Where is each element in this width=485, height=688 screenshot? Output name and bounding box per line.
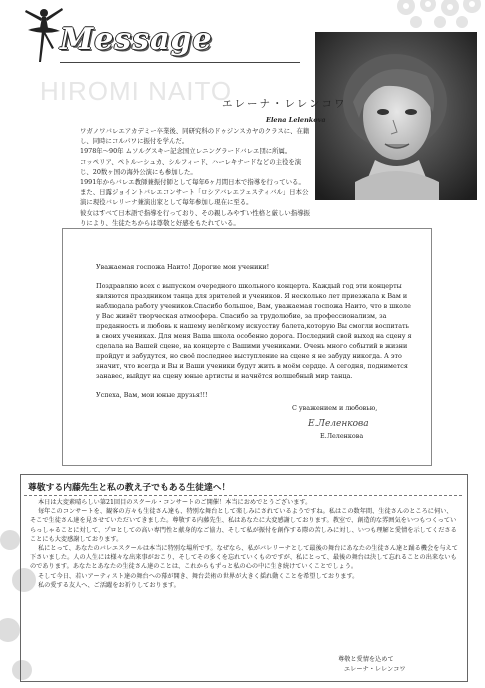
page-title: Message [60,22,213,57]
message-closing [330,655,450,675]
message-paragraph: 私にとって、あなたのバレエスクールは本当に特別な場所です。なぜなら、私がバレリーナとして最後の舞台にあなたの生徒さん達と踊る機会を与えて下さいました。人の人生には様々な出来事がおこり、そしてその多くを忘れていくものですが、私にとって、最後の舞台は決して忘れることの出来ないものであります。あなたとあなたの生徒さん達のことは、これからもずっと私の心の中に生き続けていくことでしょう。 [30,545,458,571]
japanese-message-body [30,498,458,590]
message-paragraph: 私の愛する友人へ、ご活躍をお祈りしております。 [38,581,180,589]
letter-paragraph: Поздравляю всех с выпуском очередного школьного концерта. Каждый год эти концерты являются праздником танца для зрителей и учеников. Я несколько лет приезжала к Вам и наблюдала работу учеников.Спасибо большое, Вам, уважаемая госпожа Наито, что в школе у Вас живёт творческая атмосфера. Спасибо за трудолюбие, за профессионализм, за преданность и любовь к нашему нелёгкому искусству балета,которую Вы смогли воспитать в своих учениках. Для меня Ваша школа особенно дорога. Последний свой выход на сцену я сделала на Вашей сцене, на концерте с Вашими учениками. Очень много событий в жизни пройдут и забудутся, но своё последнее выступление на сцене я не забуду никогда. А это значит, что всегда и Вы и Ваши ученики будут жить в моём сердце. А сегодня, поднимется занавес, выйдут на сцену юные артисты и начнётся волшебный мир танца. [96,282,412,380]
name-japanese: エレーナ・レレンコワ [222,98,347,110]
message-paragraph: 本日は大変素晴らしい第21回目のスクール・コンサートのご開催！本当におめでとうございます。 [38,499,312,506]
name-english: Elena Lelenkova [266,116,326,124]
letter-greeting: Уважаемая госпожа Наито! Дорогие мои ученики! [96,263,270,271]
letter-paragraph: Успеха, Вам, мои юные друзья!!! [96,391,208,399]
bio-paragraph: 1978年〜90年 ムソルグスキー記念国立レニングラードバレエ団に所属。 [80,147,292,156]
bio-paragraph: 彼女はすべて日本語で指導を行っており、その親しみやすい性格と厳しい指導振りにより、生徒たちからは尊敬と好感をもたれている。 [80,208,310,227]
title-divider [24,495,462,496]
closing-line: 尊敬と愛情を込めて [338,656,394,663]
message-paragraph: そして今日、若いアーティスト達の舞台への幕が開き、舞台芸術の世界が大きく揺れ動くことを希望しております。 [38,572,359,580]
letter-signoff [292,403,412,414]
watermark-text: HIROMI NAITO [40,76,233,106]
handwritten-signature: Е.Лелeнкова [308,419,369,429]
signature-name: Е.Леленкова [320,432,364,440]
bio-paragraph: コッペリア、ペトルーシュカ、シルフィード、ハーレキナードなどの主役を演じ、20数ヶ国の海外公演にも参加した。 [80,157,302,176]
closing-signature: エレーナ・レレンコワ [344,666,406,673]
russian-letter [96,262,414,400]
bio-paragraph: また、日露ジョイントバレエコンサート「ロシアバレエフェスティバル」日本公演に現役バレリーナ兼演出家として毎年参加し現在に至る。 [80,188,309,207]
portrait-photo [315,32,477,200]
title-underline [60,62,300,63]
biography [80,126,312,228]
message-paragraph: 毎年このコンサートを、観客の方々も生徒さん達も、特別な舞台として楽しみにされているようですね。私はこの数年間、生徒さんのところに伺い、そこで生徒さん達を見させていただいてきました。尊敬する内藤先生、私はあなたに大変感謝しております。教室で、創造的な雰囲気をいつもつくっていらっしゃることに対して、プロとしての高い専門性と献身的なご協力、そして私が振付を創作する際の苦しみに対し、いつも理解と愛情を示してくださることにも大変感謝しております。 [30,508,457,543]
bio-paragraph: 1991年からバレエ教師兼振付師として毎年6ヶ月間日本で指導を行っている。 [80,178,305,187]
japanese-message-title: 尊敬する内藤先生と私の教え子でもある生徒達へ！ [28,483,231,493]
letter-closing: С уважением и любовью, [292,404,378,412]
bio-paragraph: ワガノワバレエアカデミー卒業後、同研究科のドゥジンスカヤのクラスに、在籍し、同時にコルパワに振付を学んだ。 [80,127,310,146]
